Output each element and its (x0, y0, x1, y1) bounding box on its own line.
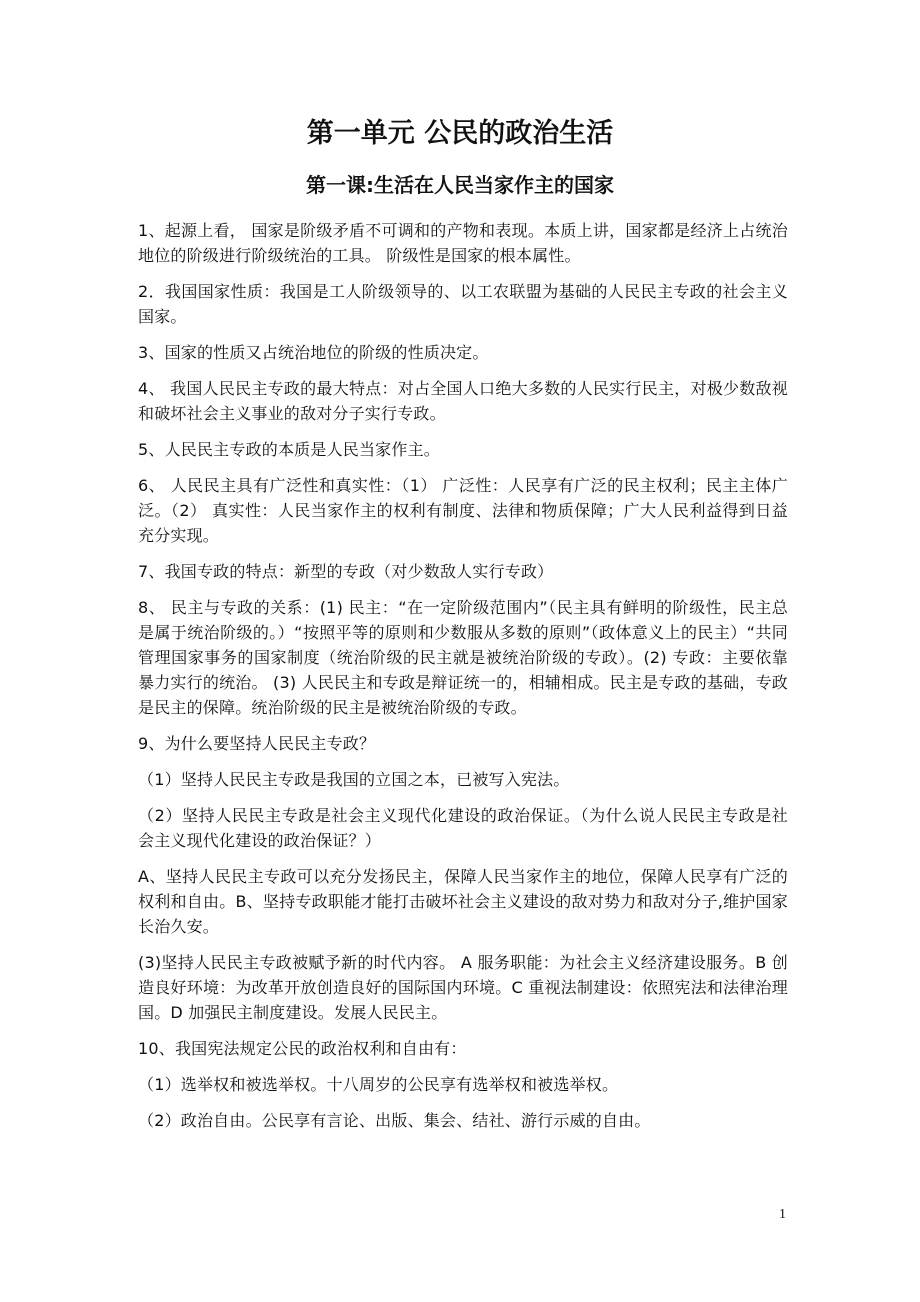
paragraph-7: 7、我国专政的特点：新型的专政（对少数敌人实行专政） (138, 562, 554, 581)
paragraph-10: 10、我国宪法规定公民的政治权利和自由有： (138, 1039, 467, 1058)
paragraph-5: 5、人民民主专政的本质是人民当家作主。 (138, 440, 440, 459)
paragraph-3: 3、国家的性质又占统治地位的阶级的性质决定。 (138, 343, 489, 362)
paragraph-10-2: （2）政治自由。公民享有言论、出版、集会、结社、游行示威的自由。 (138, 1111, 651, 1130)
lesson-subtitle: 第一课:生活在人民当家作主的国家 (306, 173, 614, 197)
paragraph-9-3: (3)坚持人民民主专政被赋予新的时代内容。 A 服务职能：为社会主义经济建设服务。B 创造良好环境：为改革开放创造良好的国际国内环境。C 重视法制建设：依照宪法和法律治理国。D 加强民主制度建设。发展人民民主。 (138, 953, 788, 1022)
paragraph-10-1: （1）选举权和被选举权。十八周岁的公民享有选举权和被选举权。 (138, 1075, 619, 1094)
paragraph-9-2-a-b: A、坚持人民民主专政可以充分发扬民主，保障人民当家作主的地位，保障人民享有广泛的权利和自由。B、坚持专政职能才能打击破坏社会主义建设的敌对势力和敌对分子,维护国家长治久安。 (138, 867, 788, 936)
page-number: 1 (779, 1207, 786, 1222)
paragraph-9-2: （2）坚持人民民主专政是社会主义现代化建设的政治保证。（为什么说人民民主专政是社会主义现代化建设的政治保证？） (138, 806, 788, 850)
paragraph-9-1: （1）坚持人民民主专政是我国的立国之本，已被写入宪法。 (138, 770, 570, 789)
document-body (138, 218, 788, 1144)
paragraph-8: 8、 民主与专政的关系：(1) 民主：“在一定阶级范围内”（民主具有鲜明的阶级性，民主总是属于统治阶级的。）“按照平等的原则和少数服从多数的原则”（政体意义上的民主）“共同管理国家事务的国家制度（统治阶级的民主就是被统治阶级的专政）。(2) 专政：主要依靠暴力实行的统治。 (3) 人民民主和专政是辩证统一的，相辅相成。民主是专政的基础，专政是民主的保障。统治阶级的民主是被统治阶级的专政。 (138, 598, 788, 717)
paragraph-4: 4、 我国人民民主专政的最大特点：对占全国人口绝大多数的人民实行民主，对极少数敌视和破坏社会主义事业的敌对分子实行专政。 (138, 379, 788, 423)
paragraph-9: 9、为什么要坚持人民民主专政？ (138, 734, 376, 753)
document-title: 第一单元 公民的政治生活 (306, 118, 614, 149)
paragraph-6: 6、 人民民主具有广泛性和真实性：（1） 广泛性：人民享有广泛的民主权利；民主主体广泛。（2） 真实性：人民当家作主的权利有制度、法律和物质保障；广大人民利益得到日益充分实现。 (138, 476, 788, 545)
paragraph-2: 2．我国国家性质：我国是工人阶级领导的、以工农联盟为基础的人民民主专政的社会主义国家。 (138, 282, 788, 326)
paragraph-1: 1、起源上看， 国家是阶级矛盾不可调和的产物和表现。本质上讲，国家都是经济上占统治地位的阶级进行阶级统治的工具。 阶级性是国家的根本属性。 (138, 221, 788, 265)
